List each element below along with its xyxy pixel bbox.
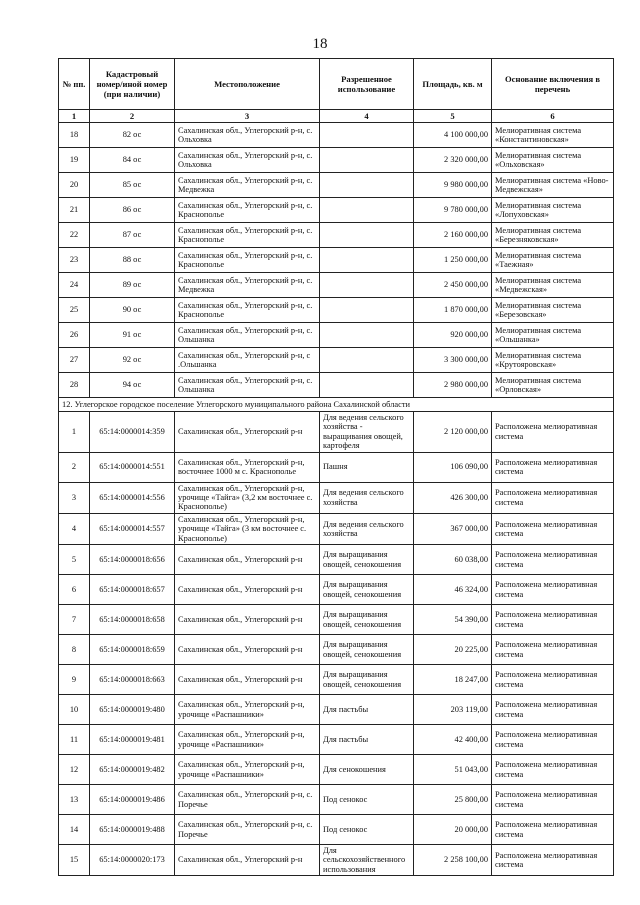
area-cell: 4 100 000,00 [414,123,492,148]
table-row [59,273,614,298]
column-index: 1 [59,110,90,123]
table-row [59,665,614,695]
area-cell: 203 119,00 [414,695,492,725]
inclusion-basis-cell: Мелиоративная система «Лопуховская» [492,198,614,223]
row-number: 25 [59,298,90,323]
inclusion-basis-cell: Мелиоративная система «Березняковская» [492,223,614,248]
row-number: 26 [59,323,90,348]
inclusion-basis-cell: Расположена мелиоративная система [492,412,614,453]
inclusion-basis-cell: Расположена мелиоративная система [492,513,614,544]
area-cell: 25 800,00 [414,785,492,815]
area-cell: 106 090,00 [414,452,492,482]
area-cell: 920 000,00 [414,323,492,348]
header-use: Разрешенное использование [320,59,414,110]
area-cell: 2 450 000,00 [414,273,492,298]
area-cell: 426 300,00 [414,482,492,513]
cadastral-number: 65:14:0000014:556 [90,482,175,513]
location-cell: Сахалинская обл., Углегорский р-н [175,575,320,605]
table-row [59,605,614,635]
permitted-use-cell: Для пастьбы [320,725,414,755]
table-row [59,348,614,373]
area-cell: 54 390,00 [414,605,492,635]
permitted-use-cell: Под сенокос [320,785,414,815]
row-number: 1 [59,412,90,453]
permitted-use-cell [320,323,414,348]
inclusion-basis-cell: Расположена мелиоративная система [492,605,614,635]
row-number: 5 [59,545,90,575]
location-cell: Сахалинская обл., Углегорский р-н, с. Поречье [175,785,320,815]
cadastral-number: 65:14:0000019:481 [90,725,175,755]
inclusion-basis-cell: Расположена мелиоративная система [492,635,614,665]
cadastral-number: 89 ос [90,273,175,298]
area-cell: 367 000,00 [414,513,492,544]
cadastral-number: 65:14:0000018:659 [90,635,175,665]
table-row [59,223,614,248]
area-cell: 20 000,00 [414,815,492,845]
header-num: № пп. [59,59,90,110]
cadastral-number: 85 ос [90,173,175,198]
inclusion-basis-cell: Мелиоративная система «Ново-Медвежская» [492,173,614,198]
table-row [59,148,614,173]
location-cell: Сахалинская обл., Углегорский р-н, с. Медвежка [175,273,320,298]
column-index: 4 [320,110,414,123]
permitted-use-cell: Для выращивания овощей, сенокошения [320,605,414,635]
cadastral-number: 65:14:0000014:359 [90,412,175,453]
cadastral-number: 65:14:0000018:663 [90,665,175,695]
area-cell: 42 400,00 [414,725,492,755]
table-row [59,248,614,273]
permitted-use-cell: Для сенокошения [320,755,414,785]
section-header [59,398,614,412]
page-number: 18 [312,36,328,52]
location-cell: Сахалинская обл., Углегорский р-н, урочище «Тайга» (3 км восточнее с. Краснополье) [175,513,320,544]
inclusion-basis-cell: Мелиоративная система «Таежная» [492,248,614,273]
table-row [59,452,614,482]
location-cell: Сахалинская обл., Углегорский р-н, с .Ольшанка [175,348,320,373]
area-cell: 2 258 100,00 [414,845,492,876]
location-cell: Сахалинская обл., Углегорский р-н, восточнее 1000 м с. Краснополье [175,452,320,482]
location-cell: Сахалинская обл., Углегорский р-н, с. Ольховка [175,148,320,173]
table-row [59,785,614,815]
table-row [59,173,614,198]
inclusion-basis-cell: Расположена мелиоративная система [492,845,614,876]
table-row [59,123,614,148]
row-number: 23 [59,248,90,273]
table-row [59,755,614,785]
location-cell: Сахалинская обл., Углегорский р-н [175,665,320,695]
column-index-row [59,110,614,123]
column-index: 2 [90,110,175,123]
area-cell: 2 320 000,00 [414,148,492,173]
location-cell: Сахалинская обл., Углегорский р-н [175,545,320,575]
permitted-use-cell: Для выращивания овощей, сенокошения [320,665,414,695]
inclusion-basis-cell: Мелиоративная система «Крутояровская» [492,348,614,373]
header-location: Местоположение [175,59,320,110]
permitted-use-cell: Для выращивания овощей, сенокошения [320,545,414,575]
table-row [59,198,614,223]
land-registry-table [58,58,614,876]
permitted-use-cell [320,148,414,173]
location-cell: Сахалинская обл., Углегорский р-н, с. Поречье [175,815,320,845]
location-cell: Сахалинская обл., Углегорский р-н, с. Ольховка [175,123,320,148]
row-number: 18 [59,123,90,148]
inclusion-basis-cell: Расположена мелиоративная система [492,452,614,482]
cadastral-number: 86 ос [90,198,175,223]
permitted-use-cell [320,273,414,298]
location-cell: Сахалинская обл., Углегорский р-н, урочище «Распашники» [175,755,320,785]
permitted-use-cell: Для выращивания овощей, сенокошения [320,635,414,665]
permitted-use-cell [320,248,414,273]
location-cell: Сахалинская обл., Углегорский р-н [175,605,320,635]
row-number: 11 [59,725,90,755]
row-number: 20 [59,173,90,198]
row-number: 21 [59,198,90,223]
row-number: 7 [59,605,90,635]
location-cell: Сахалинская обл., Углегорский р-н, с. Медвежка [175,173,320,198]
row-number: 22 [59,223,90,248]
table-row [59,725,614,755]
table-row [59,298,614,323]
permitted-use-cell: Пашня [320,452,414,482]
location-cell: Сахалинская обл., Углегорский р-н, с. Ольшанка [175,373,320,398]
location-cell: Сахалинская обл., Углегорский р-н, урочище «Распашники» [175,725,320,755]
cadastral-number: 91 ос [90,323,175,348]
permitted-use-cell [320,298,414,323]
table-row [59,545,614,575]
column-index: 3 [175,110,320,123]
permitted-use-cell [320,348,414,373]
inclusion-basis-cell: Расположена мелиоративная система [492,695,614,725]
cadastral-number: 65:14:0000014:557 [90,513,175,544]
cadastral-number: 92 ос [90,348,175,373]
location-cell: Сахалинская обл., Углегорский р-н [175,635,320,665]
permitted-use-cell [320,223,414,248]
table-row [59,412,614,453]
inclusion-basis-cell: Расположена мелиоративная система [492,785,614,815]
row-number: 2 [59,452,90,482]
location-cell: Сахалинская обл., Углегорский р-н [175,412,320,453]
location-cell: Сахалинская обл., Углегорский р-н, с. Краснополье [175,223,320,248]
row-number: 24 [59,273,90,298]
cadastral-number: 65:14:0000020:173 [90,845,175,876]
permitted-use-cell: Для ведения сельского хозяйства [320,482,414,513]
table-row [59,373,614,398]
row-number: 12 [59,755,90,785]
table-header-row [59,59,614,110]
column-index: 5 [414,110,492,123]
permitted-use-cell: Для ведения сельского хозяйства [320,513,414,544]
header-area: Площадь, кв. м [414,59,492,110]
permitted-use-cell [320,373,414,398]
permitted-use-cell: Для сельскохозяйственного использования [320,845,414,876]
inclusion-basis-cell: Мелиоративная система «Березовская» [492,298,614,323]
location-cell: Сахалинская обл., Углегорский р-н, с. Краснополье [175,198,320,223]
permitted-use-cell: Для пастьбы [320,695,414,725]
cadastral-number: 84 ос [90,148,175,173]
area-cell: 9 980 000,00 [414,173,492,198]
row-number: 14 [59,815,90,845]
inclusion-basis-cell: Мелиоративная система «Ольшанка» [492,323,614,348]
area-cell: 9 780 000,00 [414,198,492,223]
cadastral-number: 90 ос [90,298,175,323]
cadastral-number: 94 ос [90,373,175,398]
row-number: 13 [59,785,90,815]
table-body-a [59,123,614,398]
section-row [59,398,614,412]
row-number: 6 [59,575,90,605]
area-cell: 60 038,00 [414,545,492,575]
row-number: 3 [59,482,90,513]
table-row [59,513,614,544]
row-number: 4 [59,513,90,544]
cadastral-number: 87 ос [90,223,175,248]
inclusion-basis-cell: Расположена мелиоративная система [492,815,614,845]
area-cell: 1 250 000,00 [414,248,492,273]
inclusion-basis-cell: Расположена мелиоративная система [492,482,614,513]
cadastral-number: 65:14:0000019:480 [90,695,175,725]
row-number: 9 [59,665,90,695]
inclusion-basis-cell: Мелиоративная система «Медвежская» [492,273,614,298]
location-cell: Сахалинская обл., Углегорский р-н, урочище «Тайга» (3,2 км восточнее с. Краснополье) [175,482,320,513]
row-number: 8 [59,635,90,665]
location-cell: Сахалинская обл., Углегорский р-н, с. Краснополье [175,248,320,273]
location-cell: Сахалинская обл., Углегорский р-н, с. Ольшанка [175,323,320,348]
inclusion-basis-cell: Расположена мелиоративная система [492,545,614,575]
cadastral-number: 65:14:0000018:656 [90,545,175,575]
area-cell: 2 980 000,00 [414,373,492,398]
cadastral-number: 65:14:0000014:551 [90,452,175,482]
cadastral-number: 65:14:0000019:482 [90,755,175,785]
location-cell: Сахалинская обл., Углегорский р-н, с. Краснополье [175,298,320,323]
row-number: 19 [59,148,90,173]
table-row [59,695,614,725]
inclusion-basis-cell: Расположена мелиоративная система [492,575,614,605]
table-row [59,635,614,665]
inclusion-basis-cell: Расположена мелиоративная система [492,665,614,695]
row-number: 27 [59,348,90,373]
table-row [59,815,614,845]
cadastral-number: 65:14:0000019:488 [90,815,175,845]
inclusion-basis-cell: Мелиоративная система «Ольховская» [492,148,614,173]
table-row [59,323,614,348]
cadastral-number: 88 ос [90,248,175,273]
column-index: 6 [492,110,614,123]
area-cell: 3 300 000,00 [414,348,492,373]
row-number: 10 [59,695,90,725]
permitted-use-cell [320,123,414,148]
location-cell: Сахалинская обл., Углегорский р-н, урочище «Распашники» [175,695,320,725]
row-number: 28 [59,373,90,398]
row-number: 15 [59,845,90,876]
cadastral-number: 82 ос [90,123,175,148]
area-cell: 20 225,00 [414,635,492,665]
area-cell: 18 247,00 [414,665,492,695]
area-cell: 2 160 000,00 [414,223,492,248]
table-body-b [59,412,614,876]
area-cell: 51 043,00 [414,755,492,785]
permitted-use-cell: Для выращивания овощей, сенокошения [320,575,414,605]
header-basis: Основание включения в перечень [492,59,614,110]
inclusion-basis-cell: Мелиоративная система «Константиновская» [492,123,614,148]
cadastral-number: 65:14:0000018:658 [90,605,175,635]
inclusion-basis-cell: Мелиоративная система «Орловская» [492,373,614,398]
table-row [59,845,614,876]
cadastral-number: 65:14:0000019:486 [90,785,175,815]
cadastral-number: 65:14:0000018:657 [90,575,175,605]
location-cell: Сахалинская обл., Углегорский р-н [175,845,320,876]
table-row [59,575,614,605]
permitted-use-cell [320,198,414,223]
section-title: 12. Углегорское городское поселение Углегорского муниципального района Сахалинской области [59,398,614,412]
area-cell: 1 870 000,00 [414,298,492,323]
permitted-use-cell: Для ведения сельского хозяйства - выращивания овощей, картофеля [320,412,414,453]
inclusion-basis-cell: Расположена мелиоративная система [492,755,614,785]
area-cell: 46 324,00 [414,575,492,605]
inclusion-basis-cell: Расположена мелиоративная система [492,725,614,755]
permitted-use-cell: Под сенокос [320,815,414,845]
header-cadastral: Кадастровый номер/иной номер (при наличии) [90,59,175,110]
permitted-use-cell [320,173,414,198]
table-row [59,482,614,513]
area-cell: 2 120 000,00 [414,412,492,453]
